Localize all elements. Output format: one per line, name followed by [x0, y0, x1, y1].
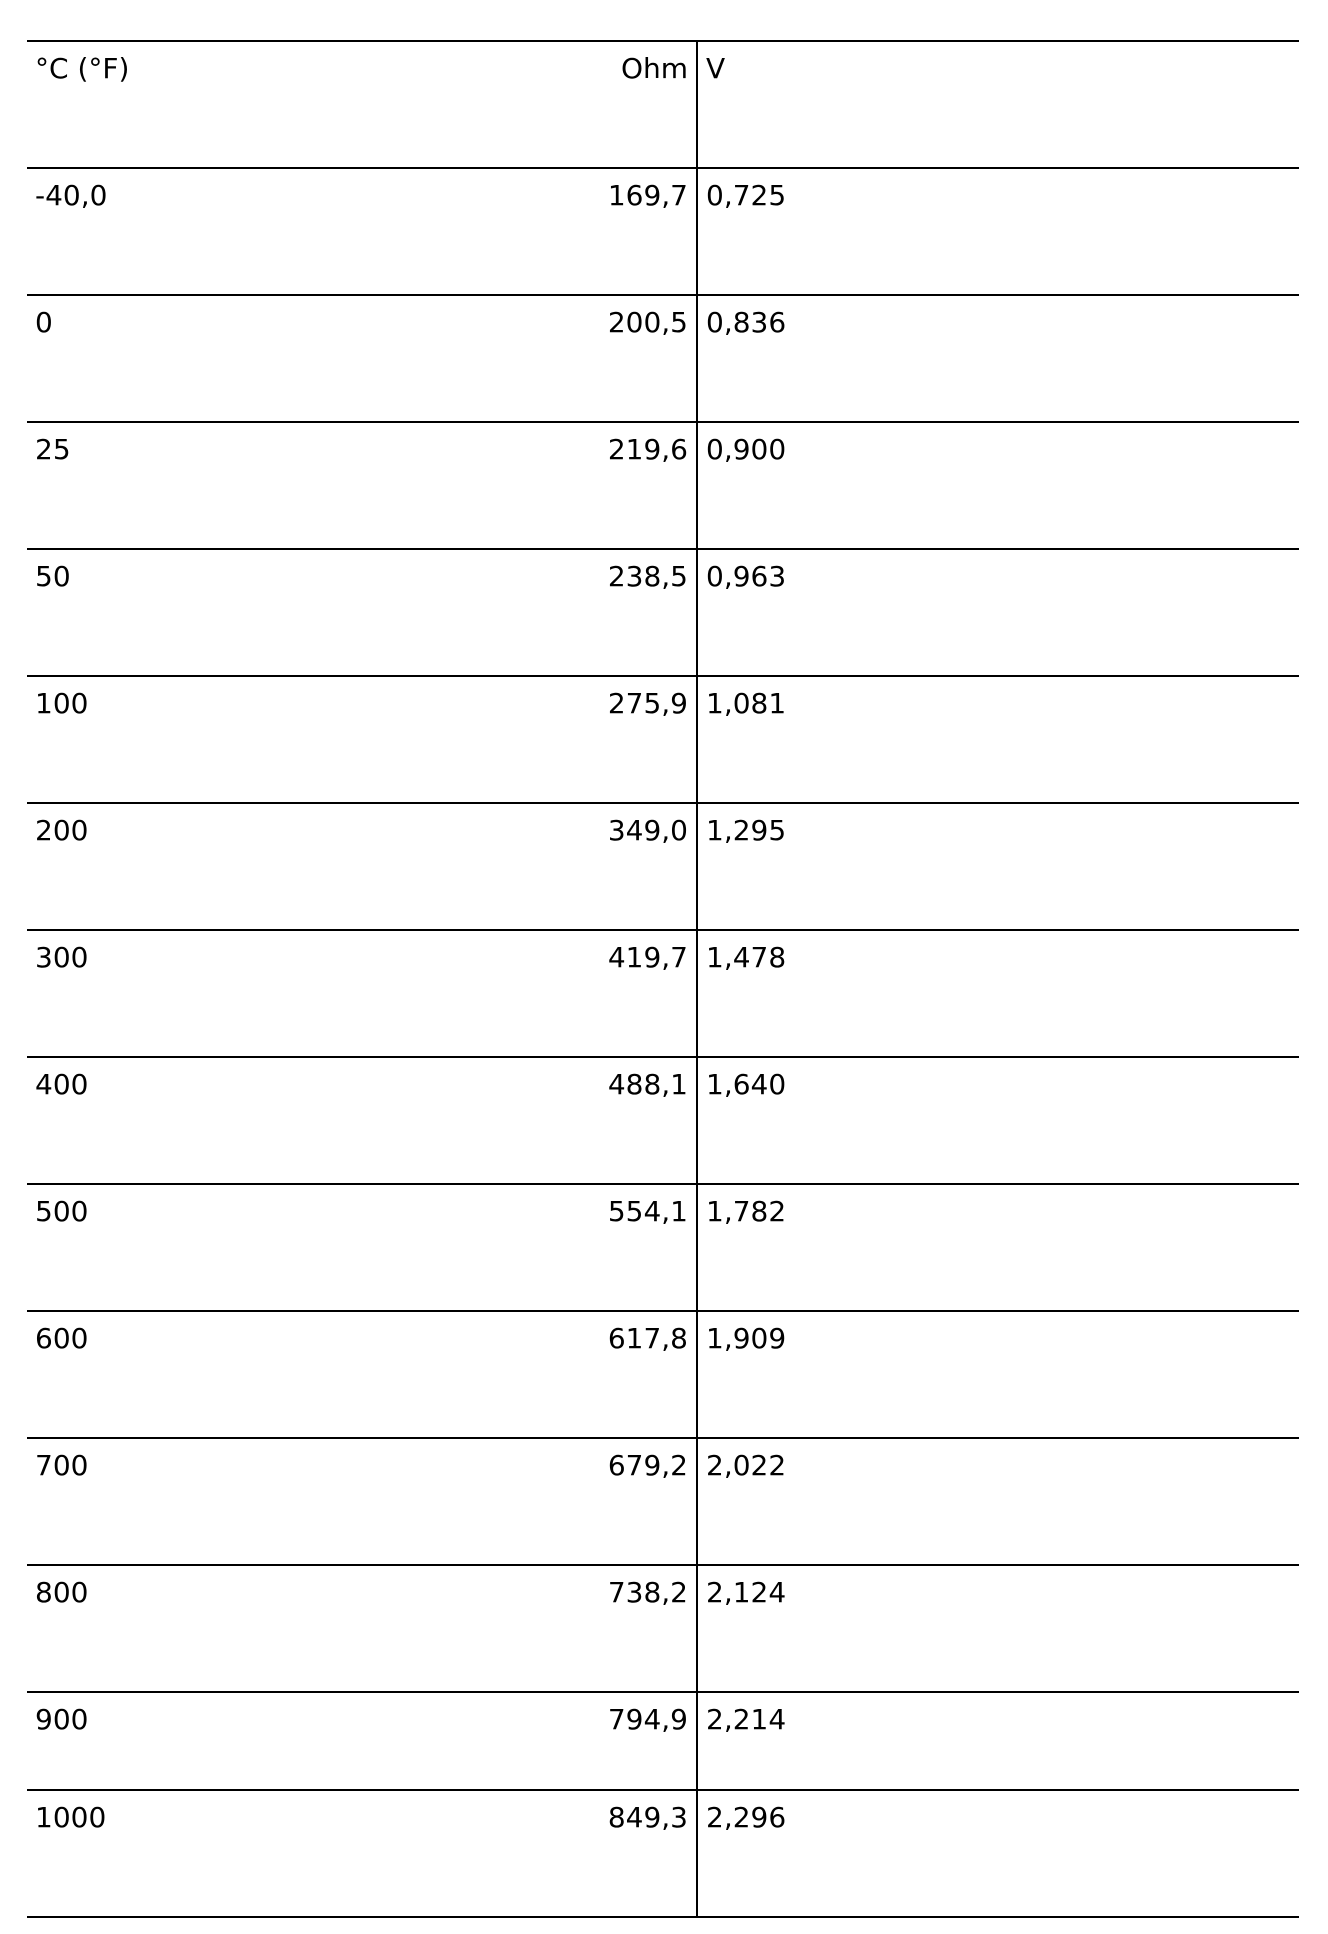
- temperature-resistance-cell: [27, 1184, 697, 1311]
- temperature-cell: 400: [35, 1068, 89, 1101]
- resistance-cell: 219,6: [607, 433, 688, 466]
- resistance-voltage-table: [27, 40, 1299, 1918]
- header-resistance: Ohm: [620, 52, 688, 85]
- voltage-cell: 0,900: [697, 422, 1299, 549]
- table-row: [27, 295, 1299, 422]
- temperature-cell: 100: [35, 687, 89, 720]
- temperature-resistance-cell: [27, 1311, 697, 1438]
- temperature-resistance-cell: [27, 1565, 697, 1692]
- voltage-cell: 1,909: [697, 1311, 1299, 1438]
- resistance-cell: 617,8: [607, 1322, 688, 1355]
- table-row: [27, 1790, 1299, 1917]
- voltage-cell: 2,214: [697, 1692, 1299, 1790]
- resistance-cell: 349,0: [607, 814, 688, 847]
- voltage-cell: 1,478: [697, 930, 1299, 1057]
- temperature-resistance-cell: [27, 1790, 697, 1917]
- table-row: [27, 676, 1299, 803]
- temperature-resistance-cell: [27, 1057, 697, 1184]
- resistance-cell: 169,7: [607, 179, 688, 212]
- table-header-row: [27, 41, 1299, 168]
- header-voltage: V: [697, 41, 1299, 168]
- resistance-cell: 849,3: [607, 1801, 688, 1834]
- temperature-resistance-cell: [27, 930, 697, 1057]
- resistance-cell: 738,2: [607, 1576, 688, 1609]
- table-row: [27, 1184, 1299, 1311]
- resistance-cell: 275,9: [607, 687, 688, 720]
- table-row: [27, 1565, 1299, 1692]
- table-row: [27, 1438, 1299, 1565]
- temperature-resistance-cell: [27, 1438, 697, 1565]
- header-temperature: °C (°F): [35, 52, 130, 85]
- resistance-cell: 200,5: [607, 306, 688, 339]
- table-row: [27, 1057, 1299, 1184]
- voltage-cell: 1,782: [697, 1184, 1299, 1311]
- resistance-cell: 488,1: [607, 1068, 688, 1101]
- table-row: [27, 930, 1299, 1057]
- temperature-cell: -40,0: [35, 179, 108, 212]
- table-row: [27, 168, 1299, 295]
- table-row: [27, 1692, 1299, 1790]
- temperature-resistance-cell: [27, 295, 697, 422]
- temperature-resistance-cell: [27, 676, 697, 803]
- voltage-cell: 1,081: [697, 676, 1299, 803]
- temperature-resistance-cell: [27, 549, 697, 676]
- voltage-cell: 2,124: [697, 1565, 1299, 1692]
- temperature-resistance-cell: [27, 422, 697, 549]
- temperature-cell: 1000: [35, 1801, 107, 1834]
- header-temperature-resistance-cell: [27, 41, 697, 168]
- temperature-cell: 600: [35, 1322, 89, 1355]
- table-row: [27, 422, 1299, 549]
- table-row: [27, 1311, 1299, 1438]
- temperature-resistance-cell: [27, 1692, 697, 1790]
- table-row: [27, 803, 1299, 930]
- resistance-cell: 419,7: [607, 941, 688, 974]
- temperature-resistance-cell: [27, 168, 697, 295]
- voltage-cell: 1,295: [697, 803, 1299, 930]
- resistance-cell: 238,5: [607, 560, 688, 593]
- temperature-cell: 500: [35, 1195, 89, 1228]
- temperature-cell: 200: [35, 814, 89, 847]
- temperature-resistance-cell: [27, 803, 697, 930]
- temperature-cell: 700: [35, 1449, 89, 1482]
- temperature-cell: 50: [35, 560, 71, 593]
- temperature-cell: 25: [35, 433, 71, 466]
- temperature-cell: 800: [35, 1576, 89, 1609]
- voltage-cell: 0,836: [697, 295, 1299, 422]
- voltage-cell: 2,296: [697, 1790, 1299, 1917]
- voltage-cell: 0,963: [697, 549, 1299, 676]
- temperature-cell: 900: [35, 1703, 89, 1736]
- voltage-cell: 2,022: [697, 1438, 1299, 1565]
- temperature-cell: 0: [35, 306, 53, 339]
- resistance-cell: 554,1: [607, 1195, 688, 1228]
- voltage-cell: 1,640: [697, 1057, 1299, 1184]
- table-row: [27, 549, 1299, 676]
- resistance-cell: 679,2: [607, 1449, 688, 1482]
- table-body: [27, 41, 1299, 1917]
- resistance-cell: 794,9: [607, 1703, 688, 1736]
- voltage-cell: 0,725: [697, 168, 1299, 295]
- temperature-cell: 300: [35, 941, 89, 974]
